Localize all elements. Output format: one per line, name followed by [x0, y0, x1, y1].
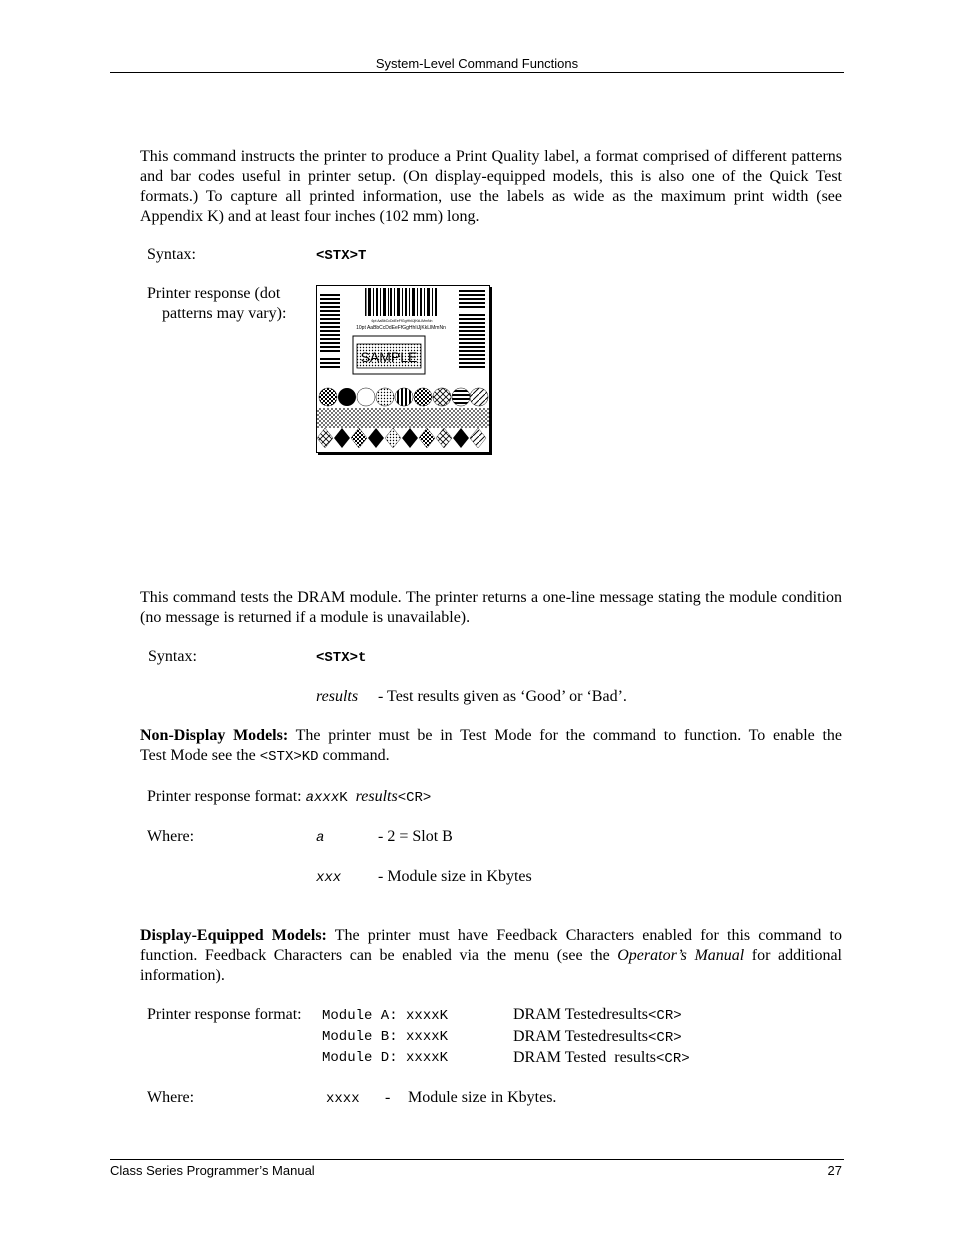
header-rule	[110, 72, 844, 73]
display-heading: Display-Equipped Models:	[140, 927, 327, 944]
footer-rule	[110, 1159, 844, 1160]
left-ladder-barcode-bottom	[320, 356, 340, 370]
sample-text: SAMPLE	[360, 349, 418, 365]
response-format-label-2: Printer response format:	[147, 1006, 302, 1023]
right-ladder-barcode-top	[459, 288, 485, 308]
where-label: Where:	[147, 828, 195, 845]
diamond-patterns	[317, 428, 486, 448]
results-term: results	[316, 688, 359, 705]
circle-patterns	[319, 388, 488, 406]
left-ladder-barcode-top	[320, 292, 340, 352]
syntax-label-2: Syntax:	[148, 648, 197, 665]
display-line-1	[140, 926, 842, 946]
response-format-label: Printer response format:	[147, 788, 302, 805]
where-label-2: Where:	[147, 1089, 195, 1106]
module-b-text: DRAM Testedresults	[513, 1028, 649, 1045]
where-term-a: a	[316, 830, 325, 846]
syntax-value: <STX>T	[316, 248, 367, 264]
module-a-result	[513, 1005, 682, 1026]
module-b-result	[513, 1027, 682, 1048]
where-desc-a: - 2 = Slot B	[378, 828, 453, 845]
dram-test-intro: This command tests the DRAM module. The printer returns a one-line message stating the module condition (no message is returned if a module is unavailable).	[140, 589, 842, 626]
module-b-cr: <CR>	[648, 1030, 682, 1046]
non-display-heading: Non-Display Models:	[140, 727, 289, 744]
display-text-2-pre: function. Feedback Characters can be enabled via the menu (see the	[140, 947, 618, 964]
response-label-line1: Printer response (dot	[147, 285, 281, 302]
print-quality-label-image	[316, 285, 490, 453]
label-graphic	[317, 286, 489, 452]
module-d-result	[513, 1048, 690, 1069]
footer-page-number: 27	[827, 1163, 842, 1178]
response-format-axxx: axxx	[305, 790, 340, 806]
results-description: - Test results given as ‘Good’ or ‘Bad’.	[378, 688, 627, 705]
display-text-1: The printer must have Feedback Characters enabled for this command to	[326, 927, 842, 944]
module-a-code: Module A: xxxxK	[322, 1008, 449, 1024]
display-line-2	[140, 946, 842, 966]
where-term-xxx: xxx	[316, 870, 342, 886]
module-b-code: Module B: xxxxK	[322, 1029, 449, 1045]
where-desc-xxx: - Module size in Kbytes	[378, 868, 532, 885]
small-text-line-1: 6pt AaBbCcDdEeFfGgHhIiJjKkLlMmNn	[371, 319, 433, 323]
response-format-results: results	[355, 788, 398, 805]
response-format-cr: <CR>	[397, 790, 432, 806]
non-display-line-2	[140, 746, 390, 767]
module-d-text: DRAM Tested results	[513, 1049, 657, 1066]
syntax-label: Syntax:	[147, 246, 196, 263]
response-format-k: K	[339, 790, 348, 806]
response-format-line	[147, 787, 431, 808]
non-display-text-2-post: command.	[318, 747, 390, 764]
running-header: System-Level Command Functions	[375, 56, 579, 71]
display-line-3: information).	[140, 967, 225, 984]
top-barcode	[365, 288, 437, 316]
footer-manual-title: Class Series Programmer’s Manual	[110, 1163, 315, 1178]
where2-description: Module size in Kbytes.	[408, 1089, 557, 1106]
non-display-line-1	[140, 726, 842, 746]
module-d-code: Module D: xxxxK	[322, 1050, 449, 1066]
display-text-2-post: for additional	[744, 947, 843, 964]
non-display-text-2-pre: Test Mode see the	[140, 747, 260, 764]
print-quality-intro: This command instructs the printer to produce a Print Quality label, a format comprised of different patterns and bar codes useful in printer setup. (On display-equipped models, this is also one of the Quick Test formats.) To capture all printed information, use the labels as wide as the maximum print width (see Appendix K) and at least four inches (102 mm) long.	[140, 148, 842, 225]
module-d-cr: <CR>	[656, 1051, 690, 1067]
response-label-line2: patterns may vary):	[162, 305, 287, 322]
gray-band	[317, 408, 489, 428]
small-text-line-2: 10pt AaBbCcDdEeFfGgHhIiJjKkLlMmNn	[356, 325, 446, 331]
where2-dash: -	[385, 1089, 391, 1106]
module-a-cr: <CR>	[648, 1008, 682, 1024]
stx-kd-code: <STX>KD	[259, 749, 319, 765]
syntax-value-2: <STX>t	[316, 650, 367, 666]
non-display-text-1: The printer must be in Test Mode for the command to function. To enable the	[288, 727, 843, 744]
module-a-text: DRAM Testedresults	[513, 1006, 649, 1023]
operators-manual-ref: Operator’s Manual	[617, 947, 745, 964]
right-ladder-barcode-bottom	[459, 312, 485, 370]
where2-term: xxxx	[326, 1091, 360, 1107]
